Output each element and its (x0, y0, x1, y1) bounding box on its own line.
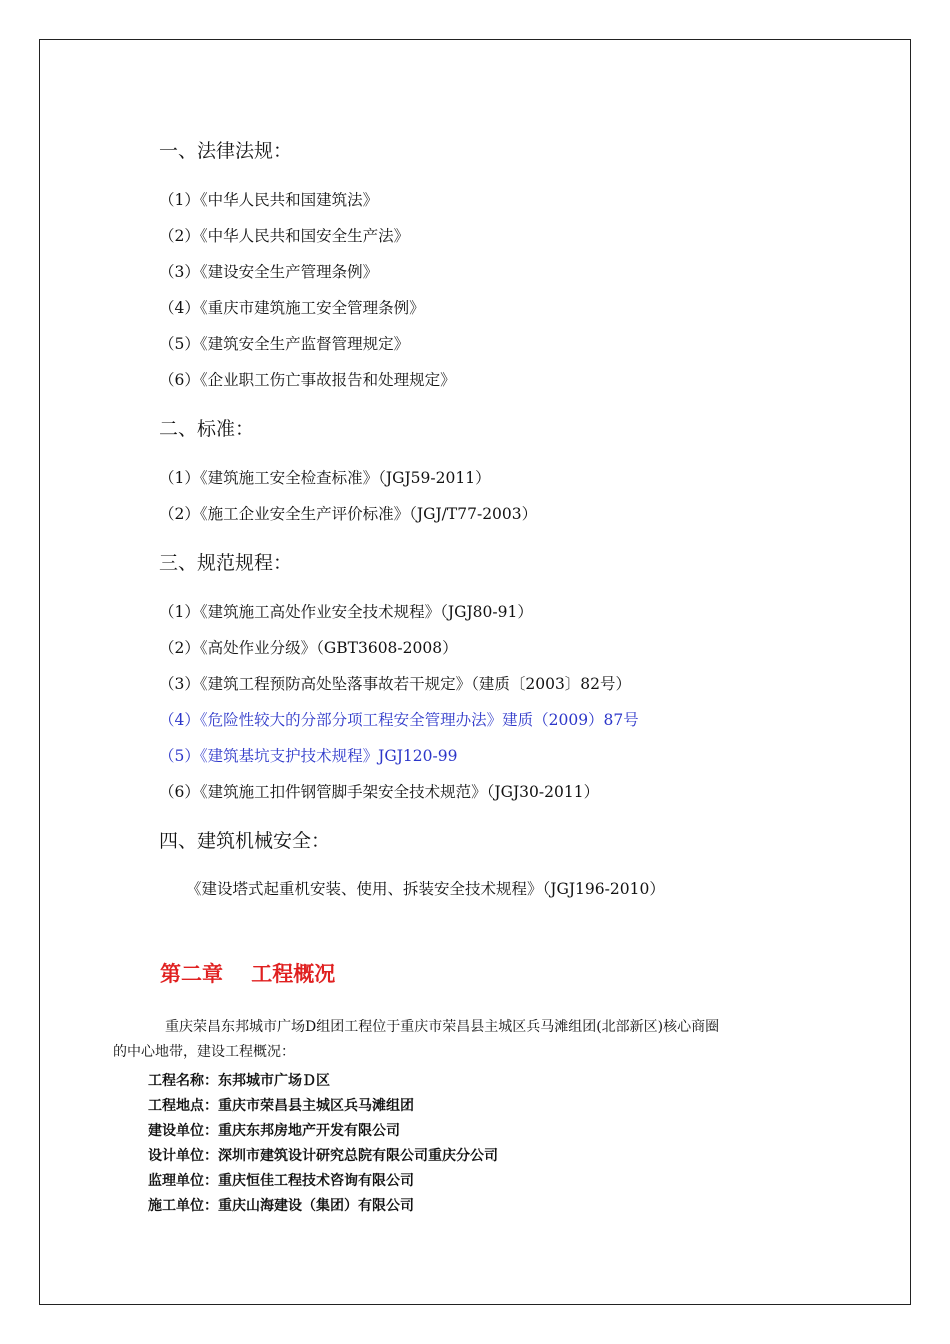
project-owner: 建设单位：重庆东邦房地产开发有限公司 (148, 1123, 400, 1139)
project-contractor: 施工单位：重庆山海建设（集团）有限公司 (148, 1198, 414, 1214)
section-heading-standards: 二、标准： (159, 418, 255, 440)
list-item: （1）《建筑施工高处作业安全技术规程》（JGJ80-91） (159, 603, 533, 621)
list-item: （6）《建筑施工扣件钢管脚手架安全技术规范》（JGJ30-2011） (159, 783, 600, 801)
list-item: 《建设塔式起重机安装、使用、拆装安全技术规程》（JGJ196-2010） (186, 880, 665, 898)
project-designer: 设计单位：深圳市建筑设计研究总院有限公司重庆分公司 (148, 1148, 498, 1164)
section-heading-specifications: 三、规范规程： (159, 552, 293, 574)
list-item: （6）《企业职工伤亡事故报告和处理规定》 (159, 371, 456, 389)
list-item: （3）《建筑工程预防高处坠落事故若干规定》（建质〔2003〕82号） (159, 675, 632, 693)
intro-paragraph-line1: 重庆荣昌东邦城市广场D组团工程位于重庆市荣昌县主城区兵马滩组团(北部新区)核心商圈 (165, 1019, 720, 1035)
list-item: （3）《建设安全生产管理条例》 (159, 263, 379, 281)
list-item-highlighted: （4）《危险性较大的分部分项工程安全管理办法》建质（2009）87号 (159, 711, 639, 729)
project-name: 工程名称：东邦城市广场Ｄ区 (148, 1073, 330, 1089)
section-heading-machinery: 四、建筑机械安全： (159, 830, 331, 852)
project-location: 工程地点：重庆市荣昌县主城区兵马滩组团 (148, 1098, 414, 1114)
section-heading-laws: 一、法律法规： (159, 140, 293, 162)
list-item: （2）《中华人民共和国安全生产法》 (159, 227, 410, 245)
list-item: （4）《重庆市建筑施工安全管理条例》 (159, 299, 425, 317)
chapter-title: 第二章 工程概况 (160, 962, 336, 986)
list-item: （5）《建筑安全生产监督管理规定》 (159, 335, 410, 353)
intro-paragraph-line2: 的中心地带，建设工程概况： (113, 1044, 295, 1060)
project-supervisor: 监理单位：重庆恒佳工程技术咨询有限公司 (148, 1173, 414, 1189)
list-item: （2）《高处作业分级》（GBT3608-2008） (159, 639, 458, 657)
list-item: （2）《施工企业安全生产评价标准》（JGJ/T77-2003） (159, 505, 538, 523)
list-item: （1）《建筑施工安全检查标准》（JGJ59-2011） (159, 469, 491, 487)
list-item-highlighted: （5）《建筑基坑支护技术规程》JGJ120-99 (159, 747, 458, 765)
list-item: （1）《中华人民共和国建筑法》 (159, 191, 379, 209)
